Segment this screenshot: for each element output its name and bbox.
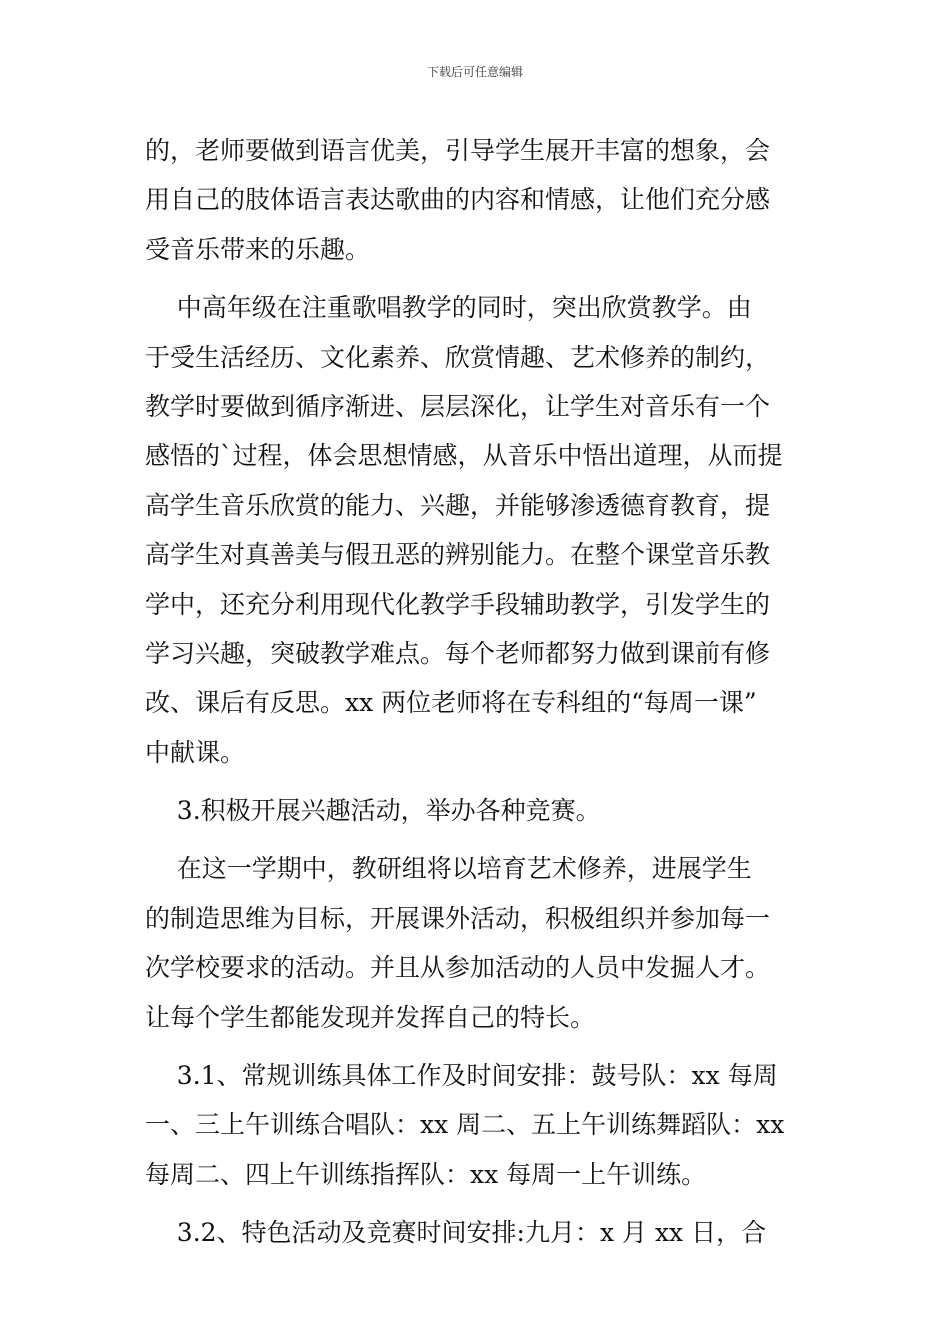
text-line: 中献课。: [145, 737, 246, 767]
text-line: 在这一学期中，教研组将以培育艺术修养，进展学生: [145, 854, 752, 884]
text-line: 的制造思维为目标，开展课外活动，积极组织并参加每一: [145, 903, 771, 933]
paragraph-3: [145, 844, 810, 1042]
paragraph-4: [145, 1051, 810, 1199]
text-line: 于受生活经历、文化素养、欣赏情趣、艺术修养的制约，: [145, 342, 771, 372]
text-line: 高学生音乐欣赏的能力、兴趣，并能够渗透德育教育，提: [145, 490, 771, 520]
paragraph-2: [145, 283, 810, 777]
text-line: 感悟的`过程，体会思想情感，从音乐中悟出道理，从而提: [145, 441, 783, 471]
document-body: [145, 126, 810, 1258]
paragraph-1: [145, 126, 810, 274]
text-line: 学中，还充分利用现代化教学手段辅助教学，引发学生的: [145, 589, 771, 619]
text-line: 一、三上午训练合唱队：xx 周二、五上午训练舞蹈队：xx: [145, 1110, 785, 1140]
text-line: 高学生对真善美与假丑恶的辨别能力。在整个课堂音乐教: [145, 540, 771, 570]
text-line: 用自己的肢体语言表达歌曲的内容和情感，让他们充分感: [145, 185, 771, 215]
text-line: 改、课后有反思。xx 两位老师将在专科组的“每周一课”: [145, 688, 757, 718]
text-line: 的，老师要做到语言优美，引导学生展开丰富的想象，会: [145, 136, 771, 165]
text-line: 3.2、特色活动及竞赛时间安排:九月：x 月 xx 日，合: [145, 1218, 767, 1248]
page-header: 下载后可任意编辑: [426, 65, 523, 79]
text-line: 让每个学生都能发现并发挥自己的特长。: [145, 1002, 596, 1032]
text-line: 教学时要做到循序渐进、层层深化，让学生对音乐有一个: [145, 391, 771, 421]
section-heading: [145, 786, 810, 835]
text-line: 3.1、常规训练具体工作及时间安排：鼓号队：xx 每周: [145, 1061, 778, 1091]
text-line: 每周二、四上午训练指挥队：xx 每周一上午训练。: [145, 1159, 707, 1189]
text-line: 中高年级在注重歌唱教学的同时，突出欣赏教学。由: [145, 293, 752, 323]
text-line: 次学校要求的活动。并且从参加活动的人员中发掘人才。: [145, 953, 771, 983]
text-line: 3.积极开展兴趣活动，举办各种竞赛。: [145, 796, 601, 826]
text-line: 学习兴趣，突破教学难点。每个老师都努力做到课前有修: [145, 638, 771, 668]
text-line: 受音乐带来的乐趣。: [145, 234, 371, 264]
paragraph-5: [145, 1208, 810, 1257]
